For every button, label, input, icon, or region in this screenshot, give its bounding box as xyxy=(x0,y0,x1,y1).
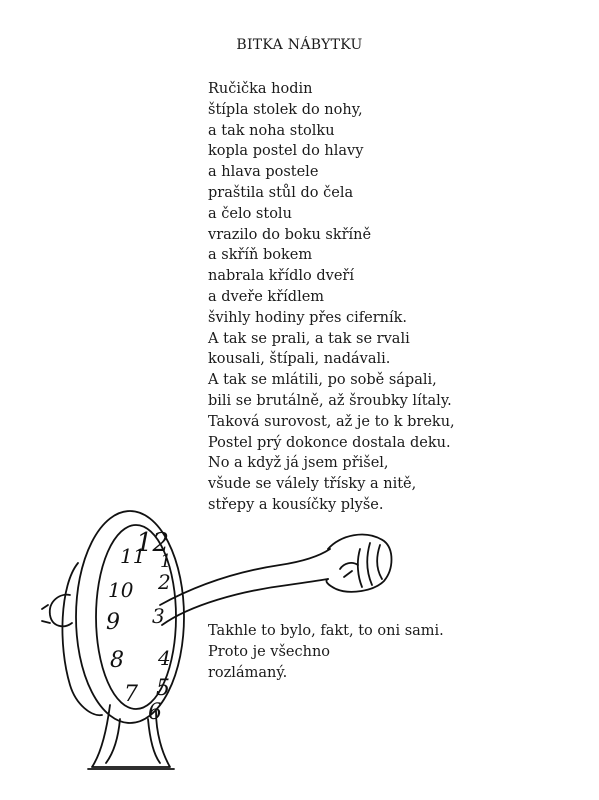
poem-line: nabrala křídlo dveří xyxy=(208,268,354,285)
poem-line: A tak se mlátili, po sobě sápali, xyxy=(208,372,437,389)
fist xyxy=(326,535,391,592)
clock-back xyxy=(62,563,102,715)
poem-line: Proto je všechno xyxy=(208,643,331,660)
clock-knob xyxy=(50,595,72,627)
poem-line: a tak noha stolku xyxy=(208,122,335,139)
clock-knob-stem xyxy=(42,605,50,623)
poem-title: BITKA NÁBYTKU xyxy=(236,37,363,53)
poem-line: všude se válely třísky a nitě, xyxy=(208,476,417,493)
poem-line: střepy a kousíčky plyše. xyxy=(208,496,384,513)
poem-line: Takhle to bylo, fakt, to oni sami. xyxy=(208,623,444,639)
clock-arm xyxy=(160,549,330,605)
numeral-2: 2 xyxy=(158,570,171,594)
fist-thumb xyxy=(340,563,358,577)
numeral-8: 8 xyxy=(110,648,124,673)
poem-line: a skříň bokem xyxy=(208,247,313,264)
poem-line: kopla postel do hlavy xyxy=(208,143,364,160)
numeral-6: 6 xyxy=(148,700,162,725)
poem-line: štípla stolek do nohy, xyxy=(208,101,363,118)
poem-ending xyxy=(208,621,444,683)
fist-fingers xyxy=(358,543,382,587)
numeral-12: 12 xyxy=(136,528,170,558)
poem-line: a dveře křídlem xyxy=(208,288,325,305)
poem-line: a čelo stolu xyxy=(208,205,292,222)
poem-line: No a když já jsem přišel, xyxy=(208,455,389,472)
poem-line: a hlava postele xyxy=(208,164,319,181)
clock-stand-inner xyxy=(106,719,160,763)
numeral-7: 7 xyxy=(124,682,138,707)
poem-line: Postel prý dokonce dostala deku. xyxy=(208,434,451,451)
poem-line: vrazilo do boku skříně xyxy=(208,226,372,243)
numeral-1: 1 xyxy=(160,551,172,572)
numeral-11: 11 xyxy=(120,544,146,568)
poem-body xyxy=(208,79,455,516)
poem-line: rozlámaný. xyxy=(208,664,288,681)
numeral-10: 10 xyxy=(108,578,134,602)
poem-line: švihly hodiny přes ciferník. xyxy=(208,309,408,326)
numeral-3: 3 xyxy=(152,604,165,628)
numeral-4: 4 xyxy=(158,646,171,670)
poem-line: A tak se prali, a tak se rvali xyxy=(208,330,410,347)
numeral-9: 9 xyxy=(106,610,120,635)
poem-line: praštila stůl do čela xyxy=(208,184,354,201)
poem-line: kousali, štípali, nadávali. xyxy=(208,351,391,368)
poem-line: Taková surovost, až je to k breku, xyxy=(208,413,455,430)
poem-line: bili se brutálně, až šroubky lítaly. xyxy=(208,392,452,409)
poem-line: Ručička hodin xyxy=(208,81,313,97)
numeral-5: 5 xyxy=(156,676,170,701)
clock-arm-lower xyxy=(162,579,328,625)
